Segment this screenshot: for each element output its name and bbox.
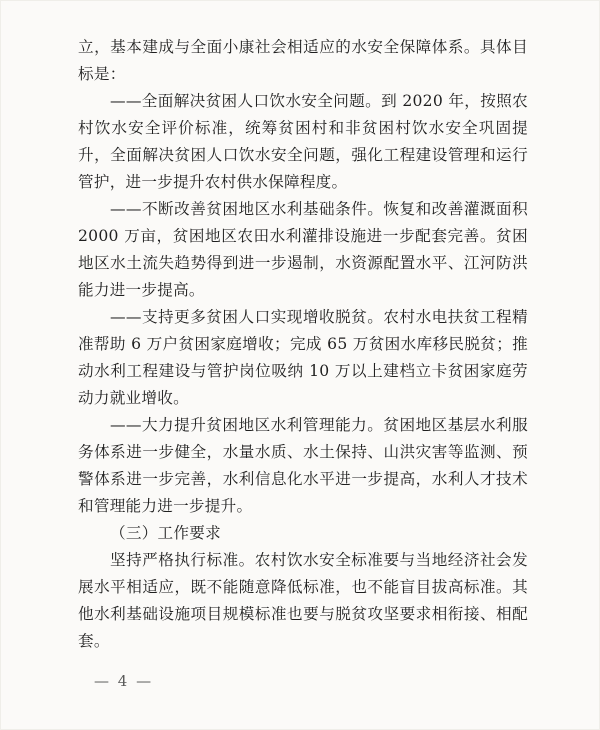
goal-paragraph-4: ——大力提升贫困地区水利管理能力。贫困地区基层水利服务体系进一步健全，水量水质、水土保持、山洪灾害等监测、预警体系进一步完善，水利信息化水平进一步提高，水利人才技术和管理能力进一步提升。 bbox=[78, 416, 528, 515]
goal-paragraph-2: ——不断改善贫困地区水利基础条件。恢复和改善灌溉面积 2000 万亩，贫困地区农田水利灌排设施进一步配套完善。贫困地区水土流失趋势得到进一步遏制，水资源配置水平、江河防洪能力进一步提高。 bbox=[78, 200, 528, 299]
requirement-paragraph: 坚持严格执行标准。农村饮水安全标准要与当地经济社会发展水平相适应，既不能随意降低标准，也不能盲目拔高标准。其他水利基础设施项目规模标准也要与脱贫攻坚要求相衔接、相配套。 bbox=[78, 551, 528, 650]
lead-paragraph: 立，基本建成与全面小康社会相适应的水安全保障体系。具体目标是： bbox=[78, 38, 528, 83]
document-body bbox=[78, 34, 528, 655]
page-number: — 4 — bbox=[94, 672, 154, 690]
goal-paragraph-1: ——全面解决贫困人口饮水安全问题。到 2020 年，按照农村饮水安全评价标准，统筹贫困村和非贫困村饮水安全巩固提升，全面解决贫困人口饮水安全问题，强化工程建设管理和运行管护，进一步提升农村供水保障程度。 bbox=[78, 92, 528, 191]
goal-paragraph-3: ——支持更多贫困人口实现增收脱贫。农村水电扶贫工程精准帮助 6 万户贫困家庭增收；完成 65 万贫困水库移民脱贫；推动水利工程建设与管护岗位吸纳 10 万以上建档立卡贫困家庭劳动力就业增收。 bbox=[78, 308, 528, 407]
section-heading: （三）工作要求 bbox=[110, 524, 221, 542]
